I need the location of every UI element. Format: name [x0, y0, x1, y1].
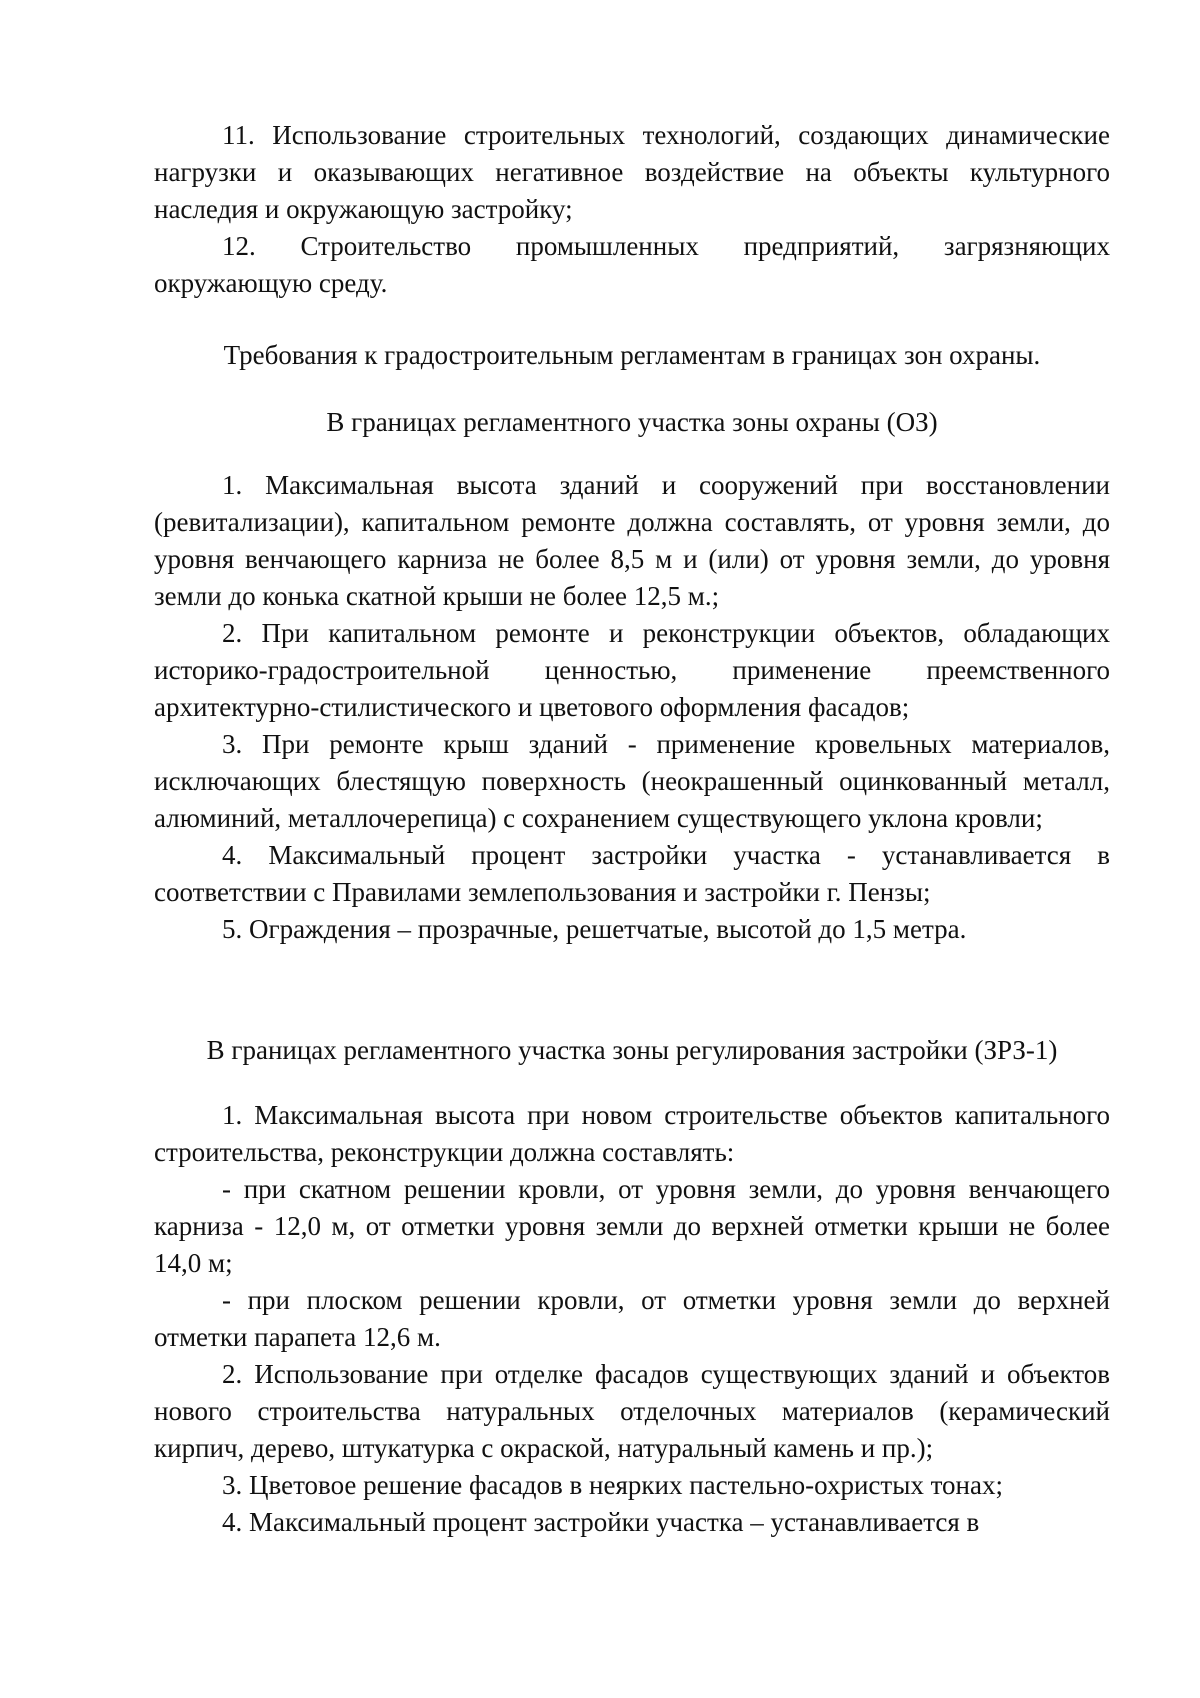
zrz-item-3: 3. Цветовое решение фасадов в неярких пастельно-охристых тонах; [222, 1470, 1003, 1500]
zrz-item-4: 4. Максимальный процент застройки участка – устанавливается в [222, 1507, 980, 1537]
oz-item-5: 5. Ограждения – прозрачные, решетчатые, высотой до 1,5 метра. [222, 914, 967, 944]
zrz-heading-block [154, 1032, 1110, 1069]
oz-item-1: 1. Максимальная высота зданий и сооружений при восстановлении (ревитализации), капитальном ремонте должна составлять, от уровня земли, до уровня венчающего карниза не более 8,5 м и (или) от уровня земли, до уровня земли до конька скатной крыши не более 12,5 м.; [154, 470, 1110, 611]
requirements-heading: Требования к градостроительным регламентам в границах зон охраны. [223, 340, 1041, 370]
zrz-item-2: 2. Использование при отделке фасадов существующих зданий и объектов нового строительства натуральных отделочных материалов (керамический кирпич, дерево, штукатурка с окраской, натуральный камень и пр.); [154, 1359, 1110, 1463]
zrz-item-1-flat-roof: - при плоском решении кровли, от отметки уровня земли до верхней отметки парапета 12,6 м. [154, 1285, 1110, 1352]
intro-section [154, 117, 1110, 302]
zrz-heading: В границах регламентного участка зоны регулирования застройки (ЗРЗ-1) [206, 1035, 1058, 1065]
oz-section [154, 467, 1110, 948]
oz-item-2: 2. При капитальном ремонте и реконструкции объектов, обладающих историко-градостроительной ценностью, применение преемственного архитектурно-стилистического и цветового оформления фасадов; [154, 618, 1110, 722]
paragraph-item-12: 12. Строительство промышленных предприятий, загрязняющих окружающую среду. [154, 231, 1110, 298]
oz-heading: В границах регламентного участка зоны охраны (ОЗ) [326, 407, 938, 437]
zrz-section [154, 1097, 1110, 1541]
zrz-item-1-pitched-roof: - при скатном решении кровли, от уровня земли, до уровня венчающего карниза - 12,0 м, от отметки уровня земли до верхней отметки крыши не более 14,0 м; [154, 1174, 1110, 1278]
requirements-heading-block [154, 337, 1110, 374]
paragraph-item-11: 11. Использование строительных технологий, создающих динамические нагрузки и оказывающих негативное воздействие на объекты культурного наследия и окружающую застройку; [154, 120, 1110, 224]
oz-item-4: 4. Максимальный процент застройки участка - устанавливается в соответствии с Правилами землепользования и застройки г. Пензы; [154, 840, 1110, 907]
oz-item-3: 3. При ремонте крыш зданий - применение кровельных материалов, исключающих блестящую поверхность (неокрашенный оцинкованный металл, алюминий, металлочерепица) с сохранением существующего уклона кровли; [154, 729, 1110, 833]
zrz-item-1: 1. Максимальная высота при новом строительстве объектов капитального строительства, реконструкции должна составлять: [154, 1100, 1110, 1167]
oz-heading-block [154, 404, 1110, 441]
